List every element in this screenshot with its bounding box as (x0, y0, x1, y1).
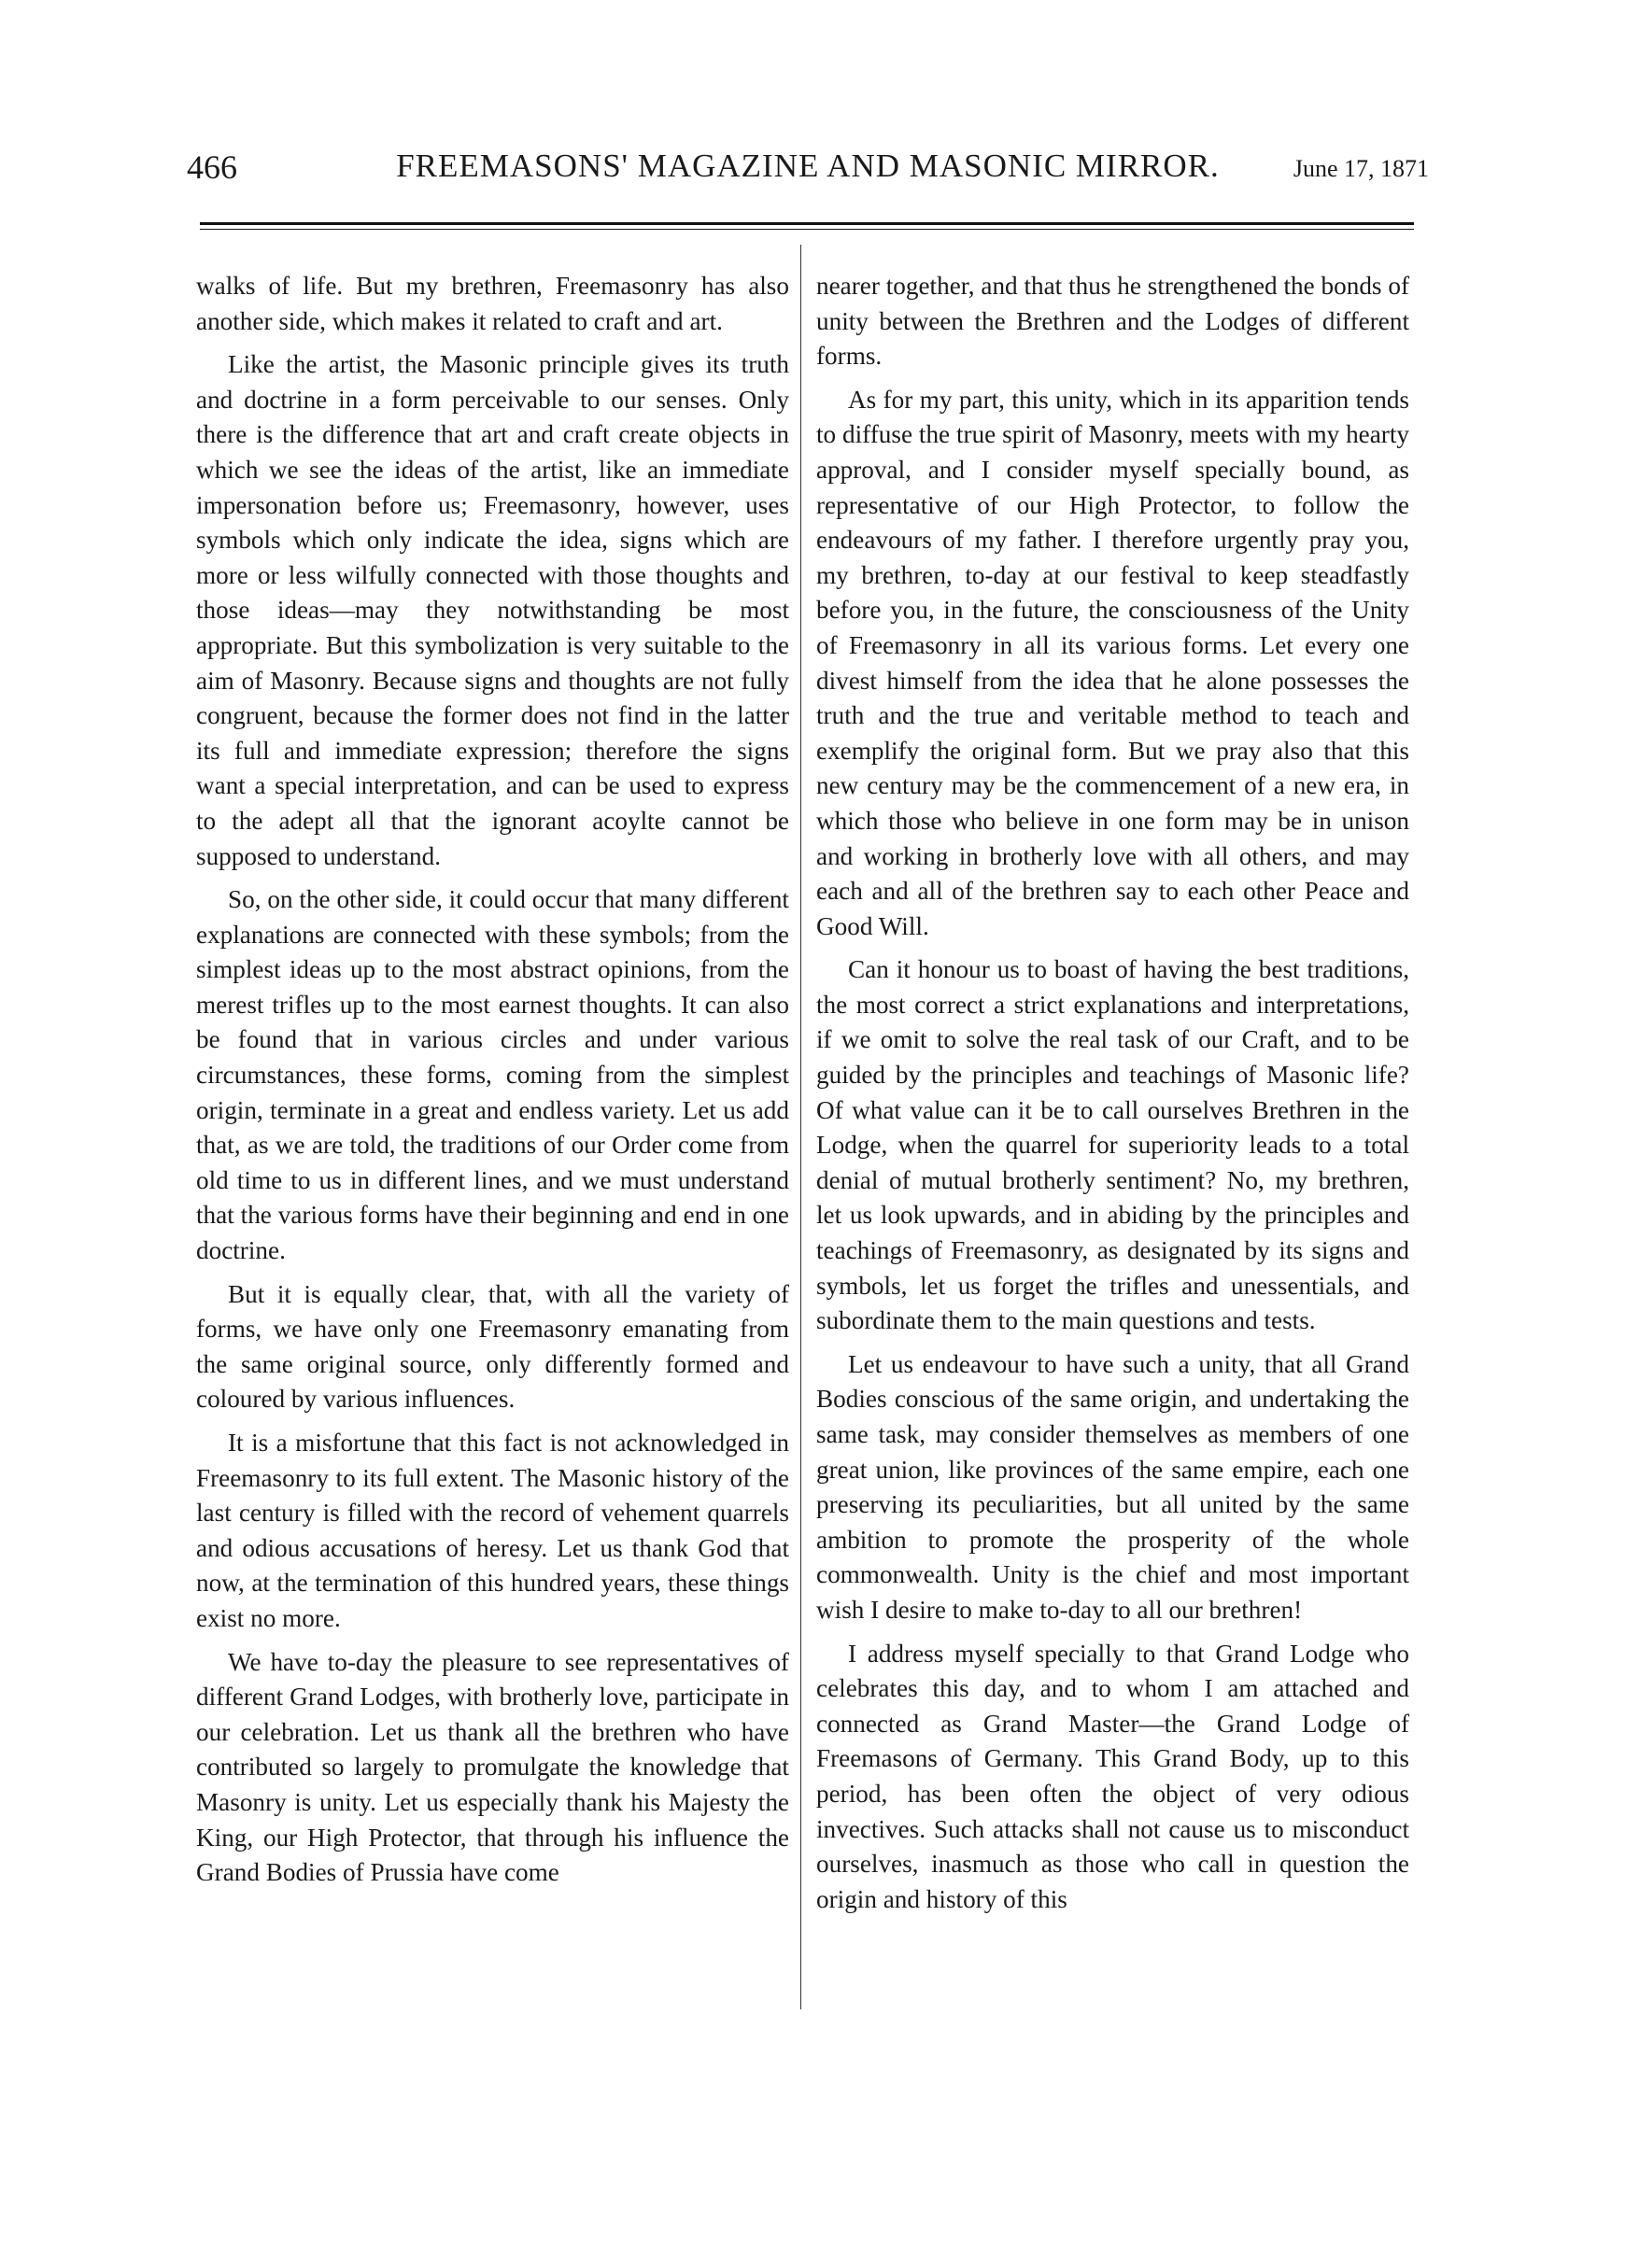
issue-date: June 17, 1871 (1293, 155, 1429, 182)
paragraph: We have to-day the pleasure to see representatives of different Grand Lodges, with brotherly love, participate in our celebration. Let us thank all the brethren who have contributed so largely to promulgate the knowledge that Masonry is unity. Let us especially thank his Majesty the King, our High Protector, that through his influence the Grand Bodies of Prussia have come (196, 1647, 789, 1887)
paragraph: nearer together, and that thus he strengthened the bonds of unity between the Brethren and the Lodges of different forms. (816, 272, 1409, 371)
paragraph: Like the artist, the Masonic principle gives its truth and doctrine in a form perceivable to our senses. Only there is the difference that art and craft create objects in which we see the ideas of the artist, like an immediate impersonation before us; Freemasonry, however, uses symbols which only indicate the idea, signs which are more or less wilfully connected with those thoughts and those ideas—may they notwithstanding be most appropriate. But this symbolization is very suitable to the aim of Masonry. Because signs and thoughts are not fully congruent, because the former does not find in the latter its full and immediate expression; therefore the signs want a special interpretation, and can be used to express to the adept all that the ignorant acoylte cannot be supposed to understand. (196, 350, 789, 870)
page-number: 466 (187, 148, 237, 186)
magazine-title: FREEMASONS' MAGAZINE AND MASONIC MIRROR. (396, 148, 1220, 184)
paragraph: Can it honour us to boast of having the best traditions, the most correct a strict explanations and interpretations, if we omit to solve the real task of our Craft, and to be guided by the principles and teachings of Masonic life? Of what value can it be to call ourselves Brethren in the Lodge, when the quarrel for superiority leads to a total denial of mutual brotherly sentiment? No, my brethren, let us look upwards, and in abiding by the principles and teachings of Freemasonry, as designated by its signs and symbols, let us forget the trifles and unessentials, and subordinate them to the main questions and tests. (816, 955, 1409, 1335)
paragraph: I address myself specially to that Grand Lodge who celebrates this day, and to whom I am attached and connected as Grand Master—the Grand Lodge of Freemasons of Germany. This Grand Body, up to this period, has been often the object of very odious invectives. Such attacks shall not cause us to misconduct ourselves, inasmuch as those who call in question the origin and history of this (816, 1639, 1409, 1913)
right-column (816, 269, 1409, 1925)
header-rule-thin (200, 229, 1414, 230)
left-column (196, 269, 789, 1899)
page-header (187, 148, 1429, 204)
paragraph: It is a misfortune that this fact is not acknowledged in Freemasonry to its full extent. The Masonic history of the last century is filled with the record of vehement quarrels and odious accusations of heresy. Let us thank God that now, at the termination of this hundred years, these things exist no more. (196, 1429, 789, 1632)
paragraph: But it is equally clear, that, with all the variety of forms, we have only one Freemasonry emanating from the same original source, only differently formed and coloured by various influences. (196, 1279, 789, 1414)
paragraph: So, on the other side, it could occur that many different explanations are connected with these symbols; from the simplest ideas up to the most abstract opinions, from the merest trifles up to the most earnest thoughts. It can also be found that in various circles and under various circumstances, these forms, coming from the simplest origin, terminate in a great and endless variety. Let us add that, as we are told, the traditions of our Order come from old time to us in different lines, and we must understand that the various forms have their beginning and end in one doctrine. (196, 885, 789, 1265)
paragraph: Let us endeavour to have such a unity, that all Grand Bodies conscious of the same origin, and undertaking the same task, may consider themselves as members of one great union, like provinces of the same empire, each one preserving its peculiarities, but all united by the same ambition to promote the prosperity of the whole commonwealth. Unity is the chief and most important wish I desire to make to-day to all our brethren! (816, 1349, 1409, 1624)
paragraph: As for my part, this unity, which in its apparition tends to diffuse the true spirit of Masonry, meets with my hearty approval, and I consider myself specially bound, as representative of our High Protector, to follow the endeavours of my father. I therefore urgently pray you, my brethren, to-day at our festival to keep steadfastly before you, in the future, the consciousness of the Unity of Freemasonry in all its various forms. Let every one divest himself from the idea that he alone possesses the truth and the true and veritable method to teach and exemplify the original form. But we pray also that this new century may be the commencement of a new era, in which those who believe in one form may be in unison and working in brotherly love with all others, and may each and all of the brethren say to each other Peace and Good Will. (816, 385, 1409, 940)
column-divider (800, 245, 801, 2009)
paragraph: walks of life. But my brethren, Freemasonry has also another side, which makes it related to craft and art. (196, 272, 789, 335)
header-rule-thick (200, 222, 1414, 225)
